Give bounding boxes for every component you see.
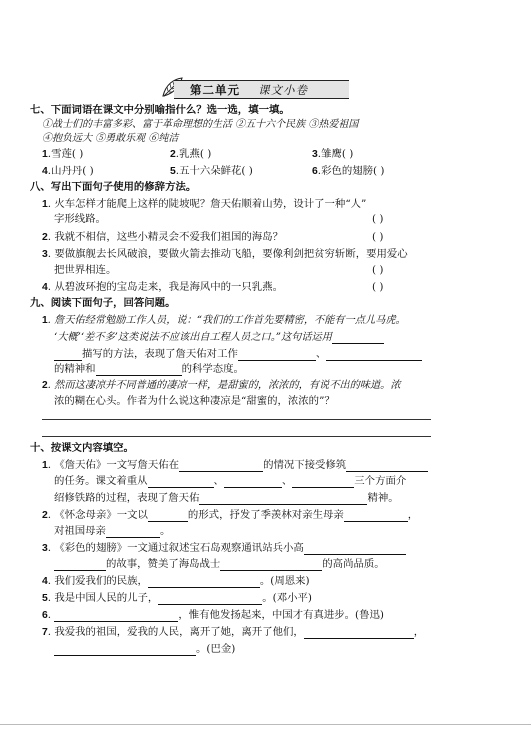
q10-2-blank-a[interactable] bbox=[148, 511, 188, 522]
q10-2-blank-b[interactable] bbox=[344, 511, 408, 522]
q10-item-7-line2: 。(巴金) bbox=[54, 643, 235, 656]
q7-item-6: 6.彩色的翅膀( ) bbox=[312, 165, 385, 177]
q10-2-blank-c[interactable] bbox=[106, 527, 160, 538]
q8-sentence-2: 2. 我就不相信，这些小精灵会不爱我们祖国的海岛？ bbox=[42, 231, 283, 243]
q10-7-blank-b[interactable] bbox=[54, 645, 196, 656]
q7-item-2: 2.乳燕( ) bbox=[170, 148, 212, 160]
q10-item-3: 3. 《彩色的翅膀》一文通过叙述宝石岛观察通讯站兵小高 bbox=[42, 542, 406, 555]
q9-blank-d[interactable] bbox=[96, 365, 182, 376]
banner-subtitle: 课文小卷 bbox=[258, 83, 308, 97]
q7-item-5: 5.五十六朵鲜花( ) bbox=[170, 165, 253, 177]
q8-answer-2[interactable]: ( ) bbox=[372, 231, 384, 243]
q9-passage-1: 1. 詹天佑经常勉励工作人员，说：“我们的工作首先要精密，不能有一点儿马虎。 bbox=[42, 315, 406, 326]
q10-1-blank-c[interactable] bbox=[148, 477, 214, 488]
q10-1-blank-f[interactable] bbox=[199, 494, 367, 505]
q10-item-5: 5. 我是中国人民的儿子， 。(邓小平) bbox=[42, 592, 312, 604]
q10-1-blank-d[interactable] bbox=[224, 477, 282, 488]
q9-passage-1-cont: ‘大概’‘差不多’这类说法不应该出自工程人员之口。”这句话运用 bbox=[54, 331, 384, 344]
q10-item-3-line2: 的故事，赞美了海岛战士 的高尚品质。 bbox=[54, 558, 385, 571]
q10-item-4: 4. 我们爱我们的民族， 。(周恩来) bbox=[42, 575, 310, 587]
q7-item-3: 3.雏鹰( ) bbox=[312, 148, 354, 160]
q9-line-3: 描写的方法，表现了詹天佑对工作 、 bbox=[54, 348, 422, 361]
q10-5-blank[interactable] bbox=[158, 594, 262, 605]
q10-item-6: 6. ，惟有他发扬起来，中国才有真进步。(鲁迅) bbox=[42, 609, 384, 621]
q8-answer-3[interactable]: ( ) bbox=[372, 264, 384, 276]
q10-item-7: 7. 我爱我的祖国，爱我的人民，离开了她，离开了他们， ， bbox=[42, 626, 425, 638]
q7-options-line2: ④抱负远大 ⑤勇敢乐观 ⑥纯洁 bbox=[42, 133, 179, 144]
q9-heading: 九、阅读下面句子，回答问题。 bbox=[30, 297, 176, 309]
q10-item-1-line3: 绍修铁路的过程，表现了詹天佑 精神。 bbox=[54, 492, 399, 504]
q9-blank-a[interactable] bbox=[54, 350, 82, 361]
q10-1-blank-a[interactable] bbox=[179, 461, 263, 472]
q7-heading: 七、下面词语在课文中分别喻指什么？选一选，填一填。 bbox=[30, 104, 290, 116]
q10-4-blank[interactable] bbox=[148, 577, 260, 588]
q10-7-blank-a[interactable] bbox=[304, 628, 414, 639]
q10-6-blank[interactable] bbox=[54, 611, 178, 622]
q10-item-2: 2. 《怀念母亲》一文以 的形式，抒发了季羡林对亲生母亲 ， bbox=[42, 509, 419, 521]
q7-options-line1: ①战士们的丰富多彩、富于革命理想的生活 ②五十六个民族 ③热爱祖国 bbox=[42, 119, 359, 130]
q9-blank-c[interactable] bbox=[326, 350, 422, 361]
q10-3-blank-b[interactable] bbox=[54, 560, 106, 571]
q9-answer-line-1[interactable] bbox=[42, 419, 431, 420]
q10-item-2-line2: 对祖国母亲 。 bbox=[54, 525, 171, 537]
q8-heading: 八、写出下面句子使用的修辞方法。 bbox=[30, 181, 197, 193]
q10-heading: 十、按课文内容填空。 bbox=[30, 442, 134, 454]
q8-answer-4[interactable]: ( ) bbox=[372, 281, 384, 293]
q8-sentence-3-cont: 把世界相连。 bbox=[54, 264, 117, 276]
q10-3-blank-c[interactable] bbox=[220, 560, 322, 571]
q7-item-4: 4.山丹丹( ) bbox=[42, 165, 94, 177]
q8-sentence-3: 3. 要做旗舰去长风破浪，要做火箭去推动飞船，要像利剑把贫穷斩断，要用爱心 bbox=[42, 248, 408, 260]
q10-item-1-line2: 的任务。课文着重从 、 、 三个方面介 bbox=[54, 475, 407, 487]
unit-banner bbox=[160, 76, 352, 100]
q7-item-1: 1.雪莲( ) bbox=[42, 148, 84, 160]
q8-sentence-1-cont: 字形线路。 bbox=[54, 213, 106, 225]
q10-3-blank-a[interactable] bbox=[304, 544, 406, 555]
q9-blank-b[interactable] bbox=[238, 350, 316, 361]
q9-blank-method[interactable] bbox=[332, 333, 384, 344]
q10-1-blank-e[interactable] bbox=[292, 477, 354, 488]
q9-passage-2-cont: 浓的糊在心头。作者为什么说这种凄凉是“甜蜜的，浓浓的”？ bbox=[54, 395, 335, 407]
q8-sentence-1: 1. 火车怎样才能爬上这样的陡坡呢？詹天佑顺着山势，设计了一种“人” bbox=[42, 198, 367, 210]
banner-title: 第二单元 bbox=[190, 83, 240, 97]
q9-line-4: 的精神和 的科学态度。 bbox=[54, 363, 244, 375]
q8-answer-1[interactable]: ( ) bbox=[372, 213, 384, 225]
page-bottom-rule bbox=[0, 724, 531, 725]
q10-item-1: 1. 《詹天佑》一文写詹天佑在 的情况下接受修筑 bbox=[42, 459, 428, 472]
q9-answer-line-2[interactable] bbox=[42, 436, 431, 437]
q8-sentence-4: 4. 从碧波环抱的宝岛走来，我是海风中的一只乳燕。 bbox=[42, 281, 283, 293]
q9-passage-2: 2. 然而这凄凉并不同普通的凄凉一样，是甜蜜的，浓浓的，有说不出的味道。浓 bbox=[42, 380, 401, 391]
q10-1-blank-b[interactable] bbox=[346, 461, 428, 472]
